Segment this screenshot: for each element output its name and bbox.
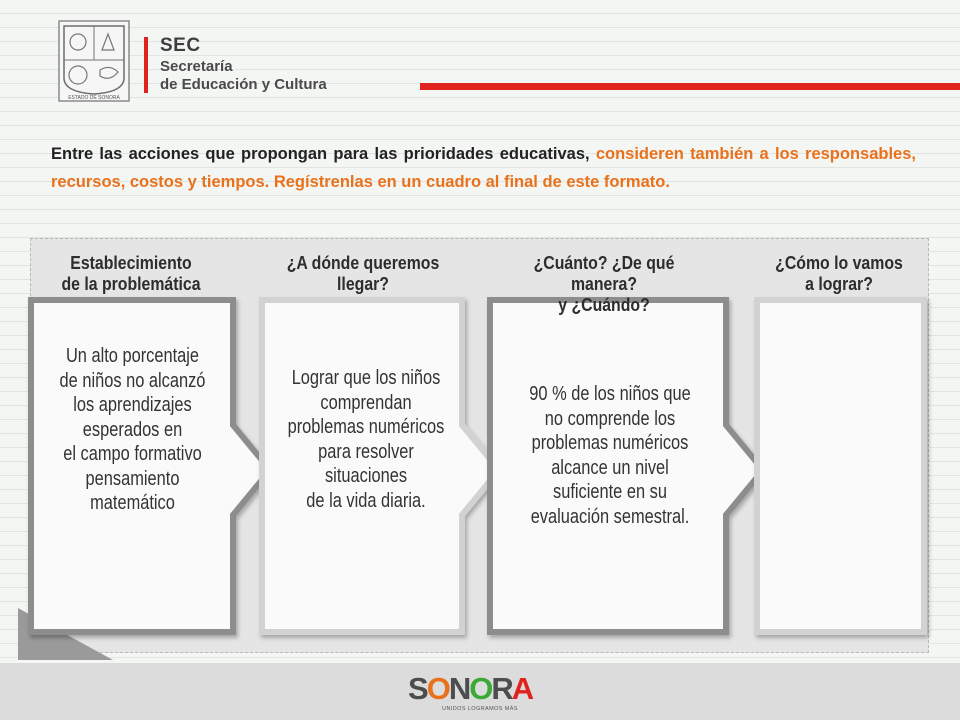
target-text: 90 % de los niños que no comprende los problemas numéricos alcance un nivel suficiente en su evaluación semestral. bbox=[529, 383, 691, 528]
sonora-logo bbox=[408, 672, 532, 706]
sec-subtitle-line2: de Educación y Cultura bbox=[160, 76, 327, 93]
sec-title: SEC bbox=[160, 35, 201, 56]
sonora-logo-text: SONORA bbox=[408, 671, 533, 706]
intro-highlight-text: consideren también a los responsables, recursos, costos y tiempos. Regístrenlas en un cuadro al final de este formato. bbox=[51, 145, 916, 191]
arrow-box-4 bbox=[757, 300, 924, 632]
emblem-caption: ESTADO DE SONORA bbox=[68, 95, 120, 101]
column-header-goal: ¿A dónde queremos llegar? bbox=[286, 253, 440, 294]
column-header-how: ¿Cómo lo vamos a lograr? bbox=[775, 253, 903, 294]
column-header-problem: Establecimiento de la problemática bbox=[61, 253, 201, 294]
problem-statement-text: Un alto porcentaje de niños no alcanzó los aprendizajes esperados en el campo formativo pensamiento matemático bbox=[59, 345, 206, 514]
sonora-tagline: UNIDOS LOGRAMOS MÁS bbox=[442, 706, 518, 712]
goal-text: Lograr que los niños comprendan problemas numéricos para resolver situaciones de la vida diaria. bbox=[287, 367, 445, 512]
intro-plain-text: Entre las acciones que propongan para las prioridades educativas, bbox=[51, 145, 590, 163]
sec-subtitle-line1: Secretaría bbox=[160, 58, 233, 75]
column-header-how-much: ¿Cuánto? ¿De qué manera? y ¿Cuándo? bbox=[533, 253, 675, 315]
